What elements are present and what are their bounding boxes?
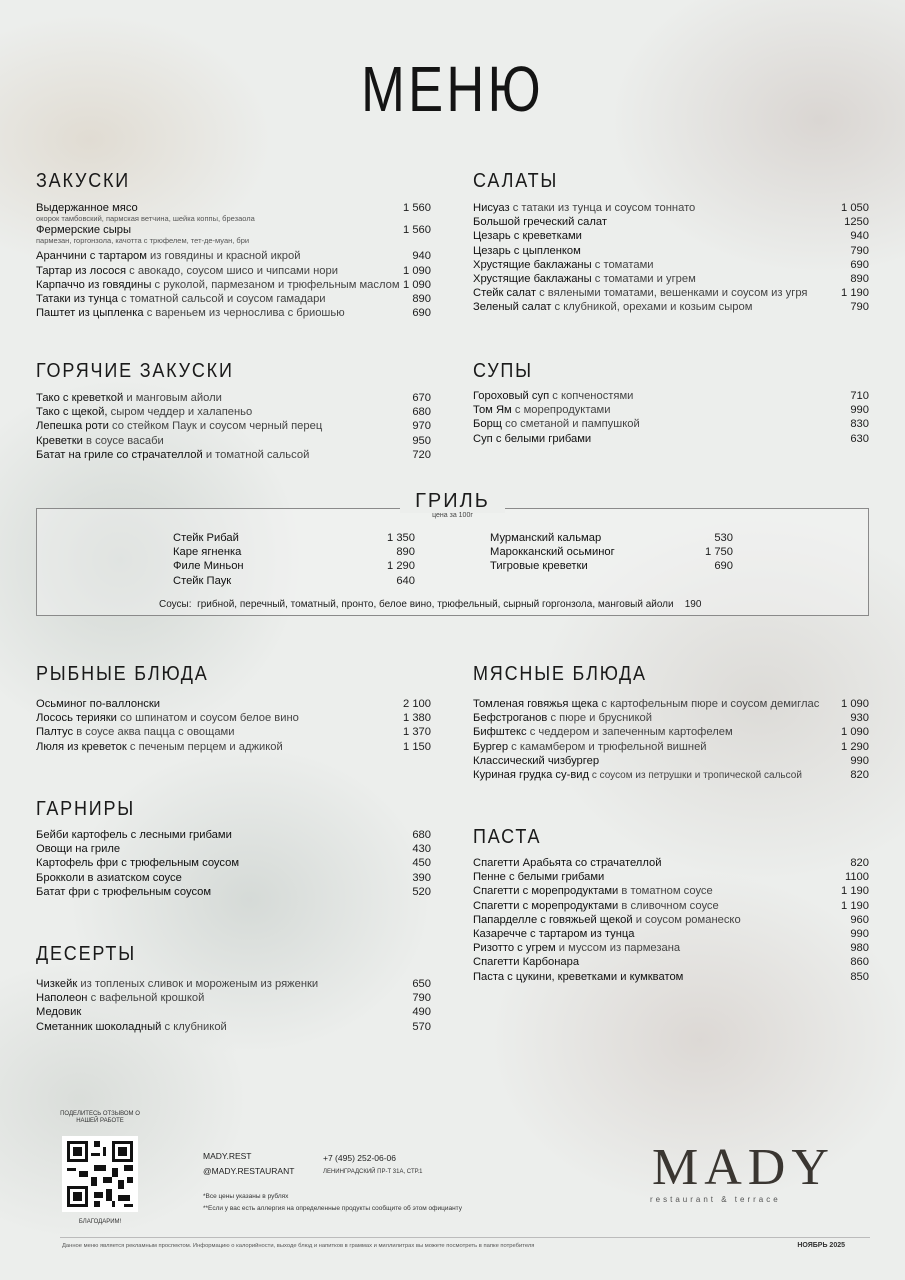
menu-item: Бефстроганов с пюре и брусникой 930 (473, 712, 869, 725)
menu-item: Суп с белыми грибами 630 (473, 432, 869, 445)
section-pasta (473, 856, 869, 984)
item-subtitle: окорок тамбовский, пармская ветчина, шейка коппы, брезаола (36, 214, 255, 224)
menu-item: Ризотто с угрем и муссом из пармезана 980 (473, 942, 869, 955)
menu-item: Том Ям с морепродуктами 990 (473, 404, 869, 417)
menu-item: Стейк Паук 640 (173, 574, 415, 587)
menu-item: Фермерские сыры 1 560 (36, 224, 431, 237)
menu-item: Цезарь с креветками 940 (473, 230, 869, 243)
menu-item: Бифштекс с чеддером и запеченным картофелем 1 090 (473, 726, 869, 739)
menu-item: Томленая говяжья щека с картофельным пюре и соусом демиглас 1 090 (473, 698, 869, 710)
section-heading-salaty: САЛАТЫ (473, 170, 559, 192)
menu-item: Тако с креветкой и манговым айоли 670 (36, 392, 431, 404)
menu-item: Батат фри с трюфельным соусом 520 (36, 885, 431, 898)
menu-item: Лосось терияки со шпинатом и соусом белое вино 1 380 (36, 712, 431, 725)
section-deserty (36, 977, 431, 1034)
menu-item: Паста с цукини, креветками и кумкватом 850 (473, 970, 869, 983)
menu-item: Лепешка роти со стейком Паук и соусом черный перец 970 (36, 420, 431, 433)
menu-item: Осьминог по-валлонски 2 100 (36, 698, 431, 710)
menu-item: Выдержанное мясо 1 560 (36, 202, 431, 214)
section-heading-hot: ГОРЯЧИЕ ЗАКУСКИ (36, 360, 234, 382)
menu-item: Большой греческий салат 1250 (473, 216, 869, 229)
menu-item: Спагетти Карбонара 860 (473, 956, 869, 969)
section-zakuski (36, 201, 431, 320)
section-supy (473, 389, 869, 446)
menu-item: Гороховый суп с копченостями 710 (473, 390, 869, 402)
menu-item: Картофель фри с трюфельным соусом 450 (36, 857, 431, 870)
section-salaty (473, 201, 869, 315)
menu-item: Наполеон с вафельной крошкой 790 (36, 992, 431, 1005)
menu-item: Зеленый салат с клубникой, орехами и козьим сыром 790 (473, 301, 869, 314)
share-feedback-text: ПОДЕЛИТЕСЬ ОТЗЫВОМ О НАШЕЙ РАБОТЕ (60, 1111, 140, 1124)
menu-item: Каре ягненка 890 (173, 546, 415, 559)
menu-item: Стейк Рибай 1 350 (173, 532, 415, 544)
grill-price-note: цена за 100г (432, 512, 473, 519)
menu-item: Куриная грудка су-вид с соусом из петрушки и тропической сальсой 820 (473, 768, 869, 781)
menu-item: Борщ со сметаной и пампушкой 830 (473, 418, 869, 431)
menu-item: Тартар из лосося с авокадо, соусом шисо и чипсами нори 1 090 (36, 264, 431, 277)
section-heading-zakuski: ЗАКУСКИ (36, 170, 131, 192)
menu-item: Тигровые креветки 690 (490, 560, 733, 573)
section-ryba (36, 697, 431, 754)
thanks-text: БЛАГОДАРИМ! (78, 1219, 122, 1225)
menu-item: Стейк салат с вялеными томатами, вешенками и соусом из угря 1 190 (473, 287, 869, 300)
menu-item: Классический чизбургер 990 (473, 754, 869, 767)
menu-item: Нисуаз с татаки из тунца и соусом тоннато 1 050 (473, 202, 869, 214)
menu-item: Цезарь с цыпленком 790 (473, 244, 869, 257)
menu-item: Спагетти с морепродуктами в сливочном соусе 1 190 (473, 899, 869, 912)
menu-item: Филе Миньон 1 290 (173, 560, 415, 573)
menu-item: Медовик 490 (36, 1006, 431, 1019)
qr-code-icon (64, 1138, 136, 1210)
menu-item: Сметанник шоколадный с клубникой 570 (36, 1020, 431, 1033)
menu-item: Папарделле с говяжьей щекой и соусом романеско 960 (473, 913, 869, 926)
menu-item: Спагетти Арабьята со страчателлой 820 (473, 857, 869, 869)
section-garniry (36, 828, 431, 899)
menu-item: Батат на гриле со страчателлой и томатной сальсой 720 (36, 448, 431, 461)
price-note: *Все цены указаны в рублях (203, 1193, 289, 1200)
menu-item: Марокканский осьминог 1 750 (490, 546, 733, 559)
menu-item: Карпаччо из говядины с руколой, пармезаном и трюфельным маслом 1 090 (36, 278, 431, 291)
instagram-link[interactable]: @MADY.RESTAURANT (203, 1166, 295, 1176)
menu-item: Спагетти с морепродуктами в томатном соусе 1 190 (473, 885, 869, 898)
grill-left-list (173, 531, 415, 588)
menu-item: Хрустящие баклажаны с томатами и угрем 890 (473, 272, 869, 285)
section-heading-garniry: ГАРНИРЫ (36, 798, 136, 820)
section-myaso (473, 697, 869, 782)
section-hot (36, 391, 431, 462)
section-heading-supy: СУПЫ (473, 360, 533, 382)
menu-item: Овощи на гриле 430 (36, 843, 431, 856)
disclaimer: Данное меню является рекламным проспектом. Информацию о калорийности, выходе блюд и напитков в граммах и миллилитрах вы можете посмотреть в папке потребителя (62, 1243, 535, 1249)
menu-item: Пенне с белыми грибами 1100 (473, 871, 869, 884)
grill-sauces: Соусы: грибной, перечный, томатный, пронто, белое вино, трюфельный, сырный горгонзола, манговый айоли 190 (159, 599, 702, 610)
phone-number[interactable]: +7 (495) 252-06-06 (323, 1153, 397, 1163)
menu-item: Хрустящие баклажаны с томатами 690 (473, 258, 869, 271)
section-heading-grill: ГРИЛЬ (400, 490, 505, 513)
menu-item: Люля из креветок с печеным перцем и аджикой 1 150 (36, 740, 431, 753)
menu-item: Татаки из тунца с томатной сальсой и соусом гамадари 890 (36, 292, 431, 305)
menu-item: Палтус в соусе аква пацца с овощами 1 370 (36, 726, 431, 739)
menu-date: НОЯБРЬ 2025 (797, 1242, 845, 1249)
section-heading-deserty: ДЕСЕРТЫ (36, 943, 136, 965)
menu-item: Бейби картофель с лесными грибами 680 (36, 829, 431, 841)
menu-item: Чизкейк из топленых сливок и мороженым из ряженки 650 (36, 978, 431, 990)
qr-code[interactable] (62, 1136, 138, 1212)
grill-right-list (490, 531, 733, 574)
menu-item: Бургер с камамбером и трюфельной вишней 1 290 (473, 740, 869, 753)
address: ЛЕНИНГРАДСКИЙ ПР-Т 31А, СТР.1 (323, 1169, 423, 1175)
menu-item: Мурманский кальмар 530 (490, 532, 733, 544)
menu-item: Брокколи в азиатском соусе 390 (36, 871, 431, 884)
menu-item: Паштет из цыпленка с вареньем из чернослива с бриошью 690 (36, 307, 431, 320)
menu-item: Тако с щекой, сыром чеддер и халапеньо 680 (36, 406, 431, 419)
page-title: МЕНЮ (361, 53, 544, 125)
menu-item: Креветки в соусе васаби 950 (36, 434, 431, 447)
section-heading-myaso: МЯСНЫЕ БЛЮДА (473, 663, 647, 685)
item-subtitle: пармезан, горгонзола, качотта с трюфелем, тет-де-муан, бри (36, 236, 250, 246)
menu-item: Казаречче с тартаром из тунца 990 (473, 927, 869, 940)
footer-divider (60, 1237, 870, 1238)
brand-logo-subtitle: restaurant & terrace (650, 1195, 781, 1204)
website-link[interactable]: MADY.REST (203, 1151, 252, 1161)
menu-item: Аранчини с тартаром из говядины и красной икрой 940 (36, 250, 431, 263)
brand-logo: MADY (652, 1139, 835, 1196)
allergy-note: **Если у вас есть аллергия на определенные продукты сообщите об этом официанту (203, 1205, 462, 1212)
section-heading-ryba: РЫБНЫЕ БЛЮДА (36, 663, 209, 685)
section-heading-pasta: ПАСТА (473, 826, 542, 848)
